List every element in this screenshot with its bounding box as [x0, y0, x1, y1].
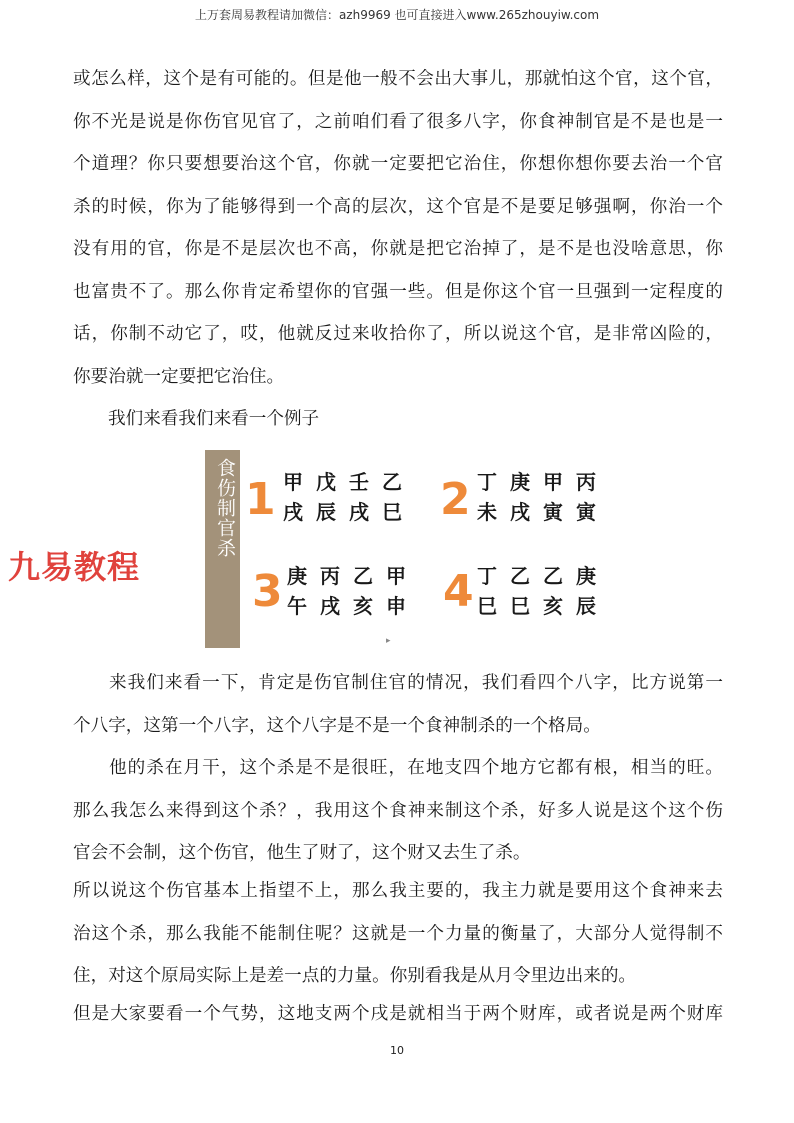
chart-3-branches: 午戌亥申 [287, 594, 419, 618]
text-line: 话，你制不动它了，哎，他就反过来收拾你了，所以说这个官，是非常凶险的， [73, 324, 723, 344]
page-header: 上万套周易教程请加微信：azh9969 也可直接进入www.265zhouyiw.com [194, 8, 600, 22]
text-line: 个八字，这第一个八字，这个八字是不是一个食神制杀的一个格局。 [73, 715, 601, 736]
chart-number: 4 [443, 566, 474, 617]
text-line: 杀的时候，你为了能够得到一个高的层次，这个官是不是要足够强啊，你治一个 [73, 196, 723, 217]
bazi-example-figure [205, 450, 615, 650]
text-line: 你要治就一定要把它治住。 [73, 366, 285, 387]
text-line: 他的杀在月干，这个杀是不是很旺，在地支四个地方它都有根，相当的旺。 [109, 758, 723, 778]
text-line: 也富贵不了。那么你肯定希望你的官强一些。但是你这个官一旦强到一定程度的 [73, 281, 723, 302]
text-line: 没有用的官，你是不是层次也不高，你就是把它治掉了，是不是也没啥意思，你 [73, 239, 723, 259]
chart-3-stems: 庚丙乙甲 [287, 564, 419, 588]
page-number: 10 [390, 1044, 404, 1057]
paragraph-5 [73, 870, 723, 998]
chart-number: 2 [440, 474, 471, 525]
text-line: 但是大家要看一个气势，这地支两个戌是就相当于两个财库，或者说是两个财库 [73, 1004, 723, 1024]
text-line: 官会不会制，这个伤官，他生了财了，这个财又去生了杀。 [73, 843, 531, 863]
chart-number: 3 [252, 566, 283, 617]
text-line: 来我们来看一下，肯定是伤官制住官的情况，我们看四个八字，比方说第一 [109, 673, 723, 693]
chart-2-branches: 未戌寅寅 [477, 500, 609, 524]
paragraph-2 [108, 398, 723, 441]
text-line: 你不光是说是你伤官见官了，之前咱们看了很多八字，你食神制官是不是也是一 [73, 111, 723, 132]
cursor-icon: ▸ [386, 636, 391, 646]
paragraph-4 [73, 747, 723, 875]
watermark-logo: 九易教程 [8, 548, 141, 586]
chart-2-stems: 丁庚甲丙 [477, 470, 609, 494]
chart-4-stems: 丁乙乙庚 [477, 564, 609, 588]
text-line: 治这个杀，那么我能不能制住呢？这就是一个力量的衡量了，大部分人觉得制不 [73, 923, 723, 944]
text-line: 我们来看我们来看一个例子 [108, 409, 320, 429]
figure-title-strip [205, 450, 240, 648]
text-line: 个道理？你只要想要治这个官，你就一定要把它治住，你想你想你要去治一个官 [73, 154, 723, 174]
chart-1-stems: 甲戊壬乙 [283, 470, 415, 494]
chart-1-branches: 戌辰戌巳 [283, 500, 415, 524]
chart-4-branches: 巳巳亥辰 [477, 594, 609, 618]
text-line: 或怎么样，这个是有可能的。但是他一般不会出大事儿，那就怕这个官，这个官， [73, 69, 723, 89]
paragraph-3 [73, 662, 723, 747]
paragraph-1 [73, 58, 723, 398]
chart-number: 1 [245, 474, 276, 525]
paragraph-6 [73, 993, 723, 1036]
text-line: 住，对这个原局实际上是差一点的力量。你别看我是从月令里边出来的。 [73, 966, 637, 986]
figure-title: 食伤制官杀 [214, 458, 236, 558]
text-line: 所以说这个伤官基本上指望不上，那么我主要的，我主力就是要用这个食神来去 [73, 881, 723, 901]
text-line: 那么我怎么来得到这个杀？，我用这个食神来制这个杀，好多人说是这个这个伤 [73, 800, 723, 821]
